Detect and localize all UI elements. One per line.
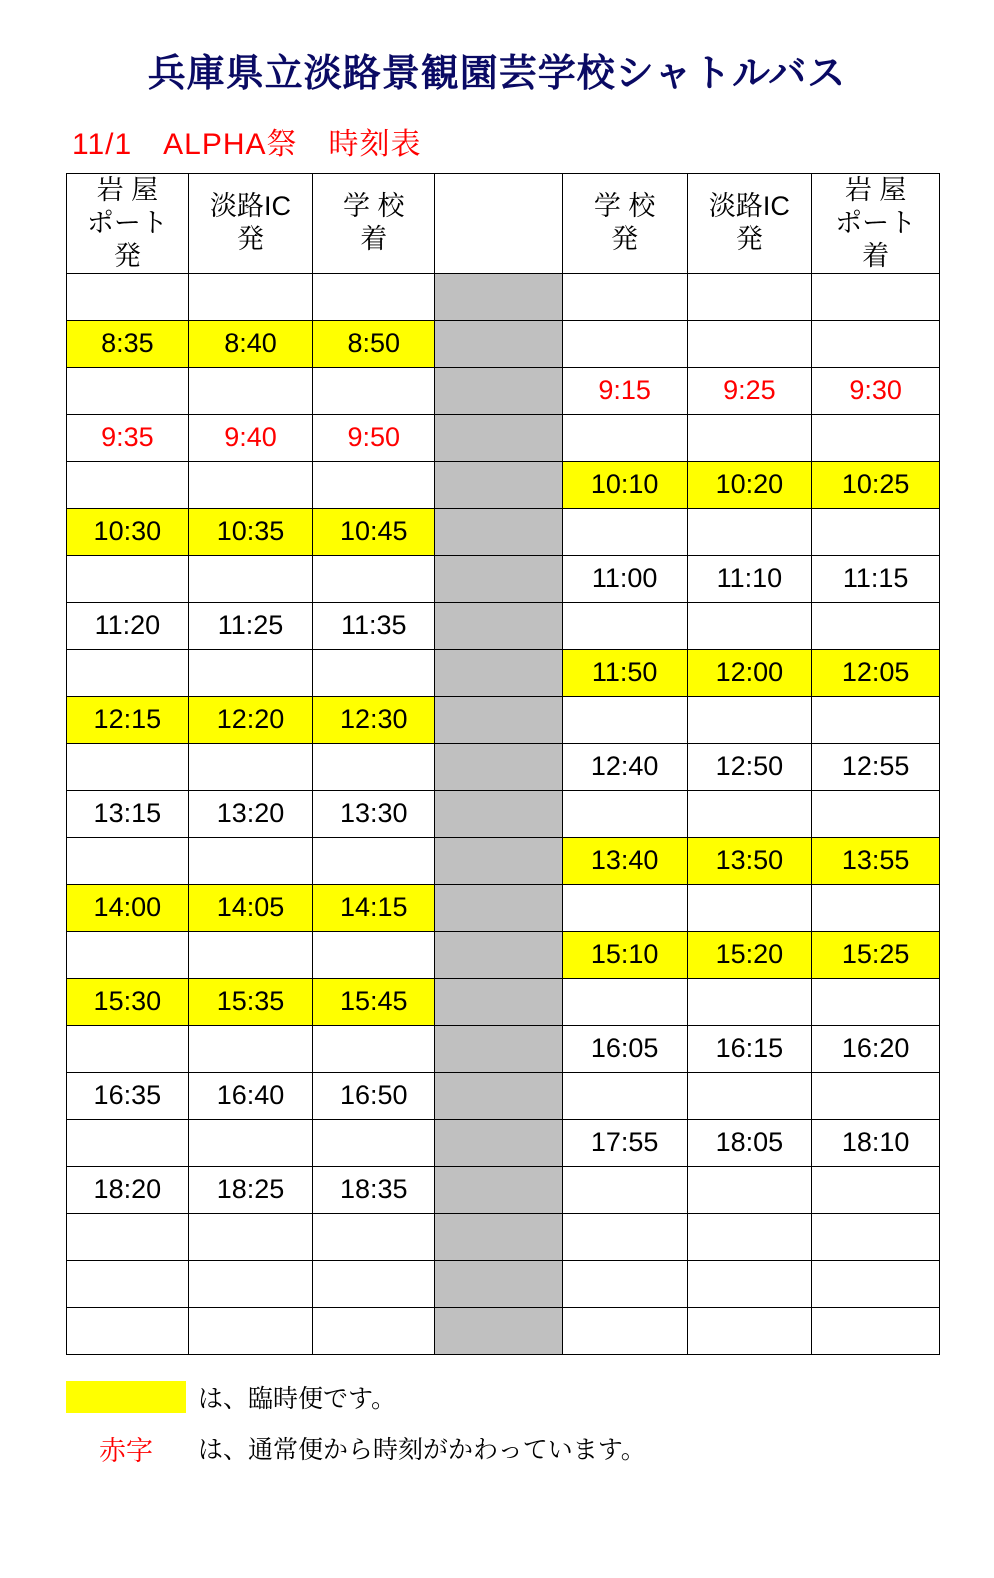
separator-cell	[435, 931, 563, 978]
cell-awaji-depart-2	[687, 1166, 812, 1213]
cell-school-arrive: 12:30	[313, 696, 435, 743]
column-header-awaji-ic-depart-2	[687, 174, 812, 274]
red-text-key: 赤字	[99, 1435, 153, 1466]
column-header-separator	[435, 174, 563, 274]
separator-cell	[435, 602, 563, 649]
cell-school-arrive	[313, 273, 435, 320]
cell-school-depart	[562, 978, 687, 1025]
table-row	[67, 790, 940, 837]
cell-school-depart	[562, 508, 687, 555]
cell-awaji-depart: 8:40	[188, 320, 313, 367]
cell-iwaya-arrive	[812, 320, 940, 367]
cell-school-depart: 13:40	[562, 837, 687, 884]
header-line-1: 学 校	[593, 191, 656, 222]
separator-cell	[435, 1307, 563, 1354]
table-row	[67, 1166, 940, 1213]
header-line-2: ポート	[86, 207, 168, 238]
column-header-iwaya-port-depart	[67, 174, 189, 274]
cell-awaji-depart: 13:20	[188, 790, 313, 837]
cell-awaji-depart-2	[687, 273, 812, 320]
header-line-1: 淡路IC	[210, 191, 292, 222]
cell-iwaya-depart	[67, 555, 189, 602]
cell-awaji-depart-2: 13:50	[687, 837, 812, 884]
separator-cell	[435, 320, 563, 367]
separator-cell	[435, 696, 563, 743]
separator-cell	[435, 367, 563, 414]
cell-iwaya-depart: 16:35	[67, 1072, 189, 1119]
separator-cell	[435, 461, 563, 508]
cell-school-depart	[562, 1072, 687, 1119]
cell-awaji-depart-2: 16:15	[687, 1025, 812, 1072]
header-line-3: 発	[735, 224, 763, 255]
cell-school-arrive: 10:45	[313, 508, 435, 555]
cell-iwaya-arrive	[812, 273, 940, 320]
separator-cell	[435, 1072, 563, 1119]
cell-school-depart	[562, 790, 687, 837]
separator-cell	[435, 414, 563, 461]
table-body	[67, 273, 940, 1354]
separator-cell	[435, 837, 563, 884]
cell-iwaya-depart	[67, 367, 189, 414]
cell-iwaya-arrive	[812, 602, 940, 649]
table-row	[67, 1072, 940, 1119]
cell-iwaya-depart	[67, 1119, 189, 1166]
cell-school-depart	[562, 1166, 687, 1213]
cell-school-depart: 11:00	[562, 555, 687, 602]
cell-school-arrive: 16:50	[313, 1072, 435, 1119]
page-subtitle: 11/1 ALPHA祭 時刻表	[72, 128, 422, 161]
cell-school-arrive	[313, 367, 435, 414]
cell-awaji-depart: 16:40	[188, 1072, 313, 1119]
separator-cell	[435, 649, 563, 696]
cell-school-arrive: 8:50	[313, 320, 435, 367]
cell-iwaya-arrive	[812, 508, 940, 555]
cell-awaji-depart-2	[687, 414, 812, 461]
cell-awaji-depart	[188, 1119, 313, 1166]
cell-awaji-depart-2	[687, 1213, 812, 1260]
cell-awaji-depart-2	[687, 602, 812, 649]
cell-school-arrive	[313, 1119, 435, 1166]
header-line-1: 学 校	[342, 191, 405, 222]
cell-awaji-depart-2	[687, 884, 812, 931]
table-row	[67, 602, 940, 649]
cell-iwaya-depart	[67, 837, 189, 884]
cell-school-arrive	[313, 649, 435, 696]
cell-iwaya-depart: 12:15	[67, 696, 189, 743]
separator-cell	[435, 273, 563, 320]
table-row	[67, 978, 940, 1025]
table-row	[67, 1213, 940, 1260]
table-row	[67, 1025, 940, 1072]
cell-awaji-depart	[188, 1213, 313, 1260]
cell-school-depart	[562, 320, 687, 367]
cell-school-depart	[562, 602, 687, 649]
cell-awaji-depart: 14:05	[188, 884, 313, 931]
table-row	[67, 508, 940, 555]
cell-school-depart	[562, 1213, 687, 1260]
table-row	[67, 743, 940, 790]
cell-school-depart: 16:05	[562, 1025, 687, 1072]
table-row	[67, 696, 940, 743]
cell-awaji-depart: 11:25	[188, 602, 313, 649]
cell-awaji-depart	[188, 273, 313, 320]
cell-iwaya-arrive	[812, 884, 940, 931]
cell-awaji-depart	[188, 1025, 313, 1072]
table-row	[67, 461, 940, 508]
cell-school-depart: 15:10	[562, 931, 687, 978]
cell-awaji-depart	[188, 931, 313, 978]
cell-awaji-depart	[188, 649, 313, 696]
separator-cell	[435, 1025, 563, 1072]
cell-school-depart: 9:15	[562, 367, 687, 414]
cell-school-arrive: 14:15	[313, 884, 435, 931]
cell-awaji-depart: 18:25	[188, 1166, 313, 1213]
cell-school-arrive	[313, 555, 435, 602]
cell-school-arrive	[313, 1307, 435, 1354]
table-row	[67, 414, 940, 461]
cell-school-arrive: 15:45	[313, 978, 435, 1025]
cell-iwaya-arrive: 10:25	[812, 461, 940, 508]
cell-school-depart	[562, 696, 687, 743]
table-row	[67, 884, 940, 931]
cell-awaji-depart-2	[687, 1072, 812, 1119]
separator-cell	[435, 884, 563, 931]
cell-school-arrive	[313, 461, 435, 508]
cell-awaji-depart-2: 18:05	[687, 1119, 812, 1166]
table-row	[67, 649, 940, 696]
header-line-3: 着	[862, 240, 890, 271]
separator-cell	[435, 1119, 563, 1166]
column-header-school-arrive	[313, 174, 435, 274]
separator-cell	[435, 790, 563, 837]
cell-school-depart	[562, 884, 687, 931]
cell-awaji-depart-2	[687, 508, 812, 555]
cell-school-depart	[562, 273, 687, 320]
cell-iwaya-depart	[67, 1260, 189, 1307]
cell-awaji-depart: 12:20	[188, 696, 313, 743]
cell-iwaya-depart	[67, 461, 189, 508]
legend-text-red: は、通常便から時刻がかわっています。	[198, 1436, 646, 1465]
cell-iwaya-arrive	[812, 1072, 940, 1119]
cell-school-arrive	[313, 1260, 435, 1307]
header-row	[67, 174, 940, 274]
cell-school-depart: 11:50	[562, 649, 687, 696]
cell-school-arrive	[313, 1213, 435, 1260]
header-line-1: 淡路IC	[708, 191, 790, 222]
cell-awaji-depart-2: 10:20	[687, 461, 812, 508]
cell-iwaya-arrive	[812, 1213, 940, 1260]
cell-school-arrive: 9:50	[313, 414, 435, 461]
table-row	[67, 273, 940, 320]
cell-iwaya-arrive: 11:15	[812, 555, 940, 602]
cell-awaji-depart-2	[687, 790, 812, 837]
cell-awaji-depart: 9:40	[188, 414, 313, 461]
cell-awaji-depart	[188, 1307, 313, 1354]
separator-cell	[435, 1213, 563, 1260]
table-row	[67, 1307, 940, 1354]
cell-school-depart	[562, 1260, 687, 1307]
cell-iwaya-depart: 9:35	[67, 414, 189, 461]
separator-cell	[435, 555, 563, 602]
cell-school-arrive	[313, 1025, 435, 1072]
cell-awaji-depart: 15:35	[188, 978, 313, 1025]
table-row	[67, 320, 940, 367]
table-row	[67, 931, 940, 978]
cell-school-arrive	[313, 931, 435, 978]
cell-awaji-depart-2	[687, 320, 812, 367]
cell-school-arrive: 13:30	[313, 790, 435, 837]
cell-awaji-depart-2	[687, 696, 812, 743]
cell-awaji-depart-2	[687, 1260, 812, 1307]
column-header-iwaya-port-arrive	[812, 174, 940, 274]
cell-iwaya-arrive	[812, 414, 940, 461]
cell-iwaya-depart: 15:30	[67, 978, 189, 1025]
table-row	[67, 1260, 940, 1307]
shuttle-bus-timetable	[66, 173, 940, 1355]
cell-iwaya-arrive: 18:10	[812, 1119, 940, 1166]
header-line-3: 着	[360, 224, 388, 255]
cell-awaji-depart-2: 12:00	[687, 649, 812, 696]
cell-iwaya-arrive	[812, 1260, 940, 1307]
header-line-3: 発	[237, 224, 265, 255]
cell-iwaya-depart	[67, 1025, 189, 1072]
cell-school-arrive	[313, 837, 435, 884]
header-line-2: ポート	[835, 207, 917, 238]
cell-iwaya-depart: 14:00	[67, 884, 189, 931]
separator-cell	[435, 743, 563, 790]
header-line-1: 岩 屋	[96, 175, 159, 205]
table-row	[67, 555, 940, 602]
header-line-3: 発	[611, 224, 639, 255]
legend-row-red	[66, 1429, 994, 1468]
cell-awaji-depart-2: 11:10	[687, 555, 812, 602]
cell-iwaya-arrive: 12:55	[812, 743, 940, 790]
cell-iwaya-depart: 8:35	[67, 320, 189, 367]
cell-iwaya-depart: 11:20	[67, 602, 189, 649]
cell-awaji-depart-2	[687, 1307, 812, 1354]
separator-cell	[435, 1166, 563, 1213]
separator-cell	[435, 508, 563, 555]
cell-iwaya-arrive	[812, 1166, 940, 1213]
cell-school-arrive: 18:35	[313, 1166, 435, 1213]
cell-awaji-depart-2	[687, 978, 812, 1025]
cell-awaji-depart-2: 9:25	[687, 367, 812, 414]
cell-iwaya-depart	[67, 649, 189, 696]
table-row	[67, 367, 940, 414]
cell-school-depart	[562, 1307, 687, 1354]
cell-iwaya-depart: 10:30	[67, 508, 189, 555]
cell-iwaya-arrive: 12:05	[812, 649, 940, 696]
yellow-swatch-icon	[66, 1381, 186, 1413]
cell-iwaya-depart	[67, 273, 189, 320]
cell-iwaya-arrive	[812, 1307, 940, 1354]
cell-iwaya-arrive: 9:30	[812, 367, 940, 414]
page-title: 兵庫県立淡路景観園芸学校シャトルバス	[147, 53, 847, 95]
legend-text-highlight: は、臨時便です。	[198, 1384, 397, 1413]
separator-cell	[435, 1260, 563, 1307]
header-line-3: 発	[113, 240, 141, 271]
cell-iwaya-depart	[67, 743, 189, 790]
table-row	[67, 1119, 940, 1166]
cell-awaji-depart	[188, 367, 313, 414]
cell-school-arrive: 11:35	[313, 602, 435, 649]
cell-iwaya-arrive	[812, 978, 940, 1025]
cell-iwaya-arrive	[812, 790, 940, 837]
cell-iwaya-arrive: 16:20	[812, 1025, 940, 1072]
cell-awaji-depart-2: 15:20	[687, 931, 812, 978]
table-header	[67, 174, 940, 274]
cell-awaji-depart	[188, 1260, 313, 1307]
cell-school-depart: 12:40	[562, 743, 687, 790]
cell-awaji-depart	[188, 555, 313, 602]
legend-row-highlight	[66, 1379, 994, 1415]
cell-school-depart	[562, 414, 687, 461]
header-line-1: 岩 屋	[844, 175, 907, 205]
cell-school-depart: 10:10	[562, 461, 687, 508]
timetable-page	[0, 42, 994, 1578]
cell-iwaya-arrive	[812, 696, 940, 743]
cell-awaji-depart	[188, 743, 313, 790]
separator-cell	[435, 978, 563, 1025]
cell-school-depart: 17:55	[562, 1119, 687, 1166]
cell-iwaya-depart	[67, 1307, 189, 1354]
cell-iwaya-arrive: 15:25	[812, 931, 940, 978]
cell-iwaya-arrive: 13:55	[812, 837, 940, 884]
column-header-school-depart	[562, 174, 687, 274]
cell-school-arrive	[313, 743, 435, 790]
cell-awaji-depart	[188, 461, 313, 508]
cell-iwaya-depart	[67, 1213, 189, 1260]
cell-iwaya-depart: 13:15	[67, 790, 189, 837]
cell-iwaya-depart: 18:20	[67, 1166, 189, 1213]
legend	[66, 1379, 994, 1468]
cell-iwaya-depart	[67, 931, 189, 978]
cell-awaji-depart: 10:35	[188, 508, 313, 555]
cell-awaji-depart	[188, 837, 313, 884]
cell-awaji-depart-2: 12:50	[687, 743, 812, 790]
table-row	[67, 837, 940, 884]
column-header-awaji-ic-depart	[188, 174, 313, 274]
